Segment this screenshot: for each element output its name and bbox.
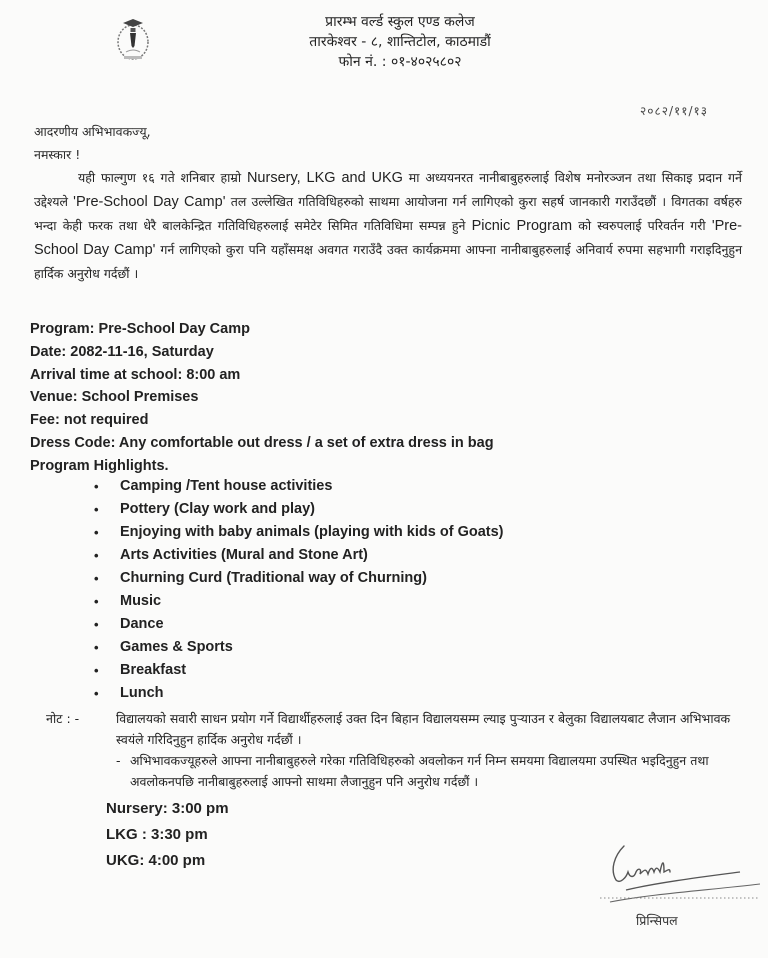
program-details <box>30 318 494 478</box>
school-logo <box>113 14 153 64</box>
detail-venue: Venue: School Premises <box>30 389 199 406</box>
body-text: गर्न लागिएको कुरा पनि यहाँसमक्ष अवगत गराउँदै उक्त कार्यक्रममा आफ्ना नानीबाबुहरुलाई अनिवार्य रुपमा सहभागी गराइदिनुहुन हार्दिक अनुरोध गर्दछौं । <box>34 242 743 281</box>
school-name: प्रारम्भ वर्ल्ड स्कुल एण्ड कलेज <box>325 14 475 30</box>
body-text: को स्वरुपलाई परिवर्तन गरी <box>572 218 712 233</box>
detail-highlights-heading: Program Highlights. <box>30 457 169 474</box>
list-item: • Pottery (Clay work and play) <box>90 498 504 521</box>
note-2-text: अभिभावकज्यूहरुले आफ्ना नानीबाबुहरुले गरेका गतिविधिहरुको अवलोकन गर्न निम्न समयमा विद्यालयमा उपस्थित भइदिनुहुन तथा अवलोकनपछि नानीबाबुहरुलाई आफ्नो साथमा लैजानुहुन पनि अनुरोध गर्दछौं । <box>130 753 709 789</box>
list-item: • Games & Sports <box>90 636 504 659</box>
list-item: • Breakfast <box>90 659 504 682</box>
list-item: • Dance <box>90 613 504 636</box>
pickup-lkg: LKG : 3:30 pm <box>106 826 208 843</box>
detail-program: Program: Pre-School Day Camp <box>30 321 250 337</box>
highlights-list <box>90 475 504 705</box>
pickup-times <box>106 796 229 874</box>
school-address: तारकेश्वर - ८, शान्तिटोल, काठमाडौं <box>309 34 491 50</box>
note-dash: - <box>116 753 121 768</box>
school-phone: फोन नं. : ०१-४०२५८०२ <box>338 54 462 70</box>
detail-fee: Fee: not required <box>30 412 149 429</box>
body-text-classes: Nursery, LKG and UKG <box>246 170 403 186</box>
list-item: • Lunch <box>90 682 504 705</box>
namaskar: नमस्कार ! <box>34 147 81 162</box>
school-crest-icon <box>113 14 153 64</box>
list-item: • Arts Activities (Mural and Stone Art) <box>90 544 504 567</box>
note-label: नोट : - <box>46 711 80 726</box>
list-item: • Music <box>90 590 504 613</box>
note-1 <box>46 708 746 750</box>
list-item: • Enjoying with baby animals (playing with kids of Goats) <box>90 521 504 544</box>
greeting: आदरणीय अभिभावकज्यू, <box>34 124 151 139</box>
body-text-picnic: Picnic Program <box>471 218 573 234</box>
body-paragraph <box>34 166 742 285</box>
detail-dress-code: Dress Code: Any comfortable out dress / a set of extra dress in bag <box>30 434 494 451</box>
detail-date: Date: 2082-11-16, Saturday <box>30 343 214 360</box>
list-item: • Churning Curd (Traditional way of Churning) <box>90 567 504 590</box>
notes-section <box>46 708 746 792</box>
note-1-text: विद्यालयको सवारी साधन प्रयोग गर्ने विद्यार्थीहरुलाई उक्त दिन बिहान विद्यालयसम्म ल्याइ पुर्‍याउन र बेलुका विद्यालयबाट लैजान अभिभावक स्वयंले गरिदिनुहुन हार्दिक अनुरोध गर्दछौं । <box>116 711 731 747</box>
body-text-event-name: 'Pre-School Day Camp' <box>34 218 742 258</box>
pickup-ukg: UKG: 4:00 pm <box>106 852 206 869</box>
signature-image <box>590 838 760 918</box>
principal-title: प्रिन्सिपल <box>636 913 678 928</box>
note-2 <box>46 750 746 792</box>
body-text: यही फाल्गुण १६ गते शनिबार हाम्रो <box>78 170 247 185</box>
pickup-nursery: Nursery: 3:00 pm <box>106 800 229 817</box>
body-text-event-name: 'Pre-School Day Camp' <box>73 194 226 210</box>
body-text: तल उल्लेखित गतिविधिहरुको साथमा आयोजना गर्न लागिएको कुरा सहर्ष जानकारी गराउँदछौं । विगतका वर्षहरु भन्दा केही फरक तथा धेरै बालकेन्द्रित गतिविधिहरुलाई समेटेर सिमित गतिविधिमा सम्पन्न हुने <box>34 194 742 233</box>
letter-date: २०८२/११/१३ <box>640 104 709 118</box>
body-text: मा अध्ययनरत नानीबाबुहरुलाई विशेष मनोरञ्जन तथा सिकाइ प्रदान गर्ने उद्देश्यले <box>34 170 742 209</box>
principal-signature <box>590 838 760 918</box>
detail-arrival-time: Arrival time at school: 8:00 am <box>30 366 241 383</box>
list-item: • Camping /Tent house activities <box>90 475 504 498</box>
